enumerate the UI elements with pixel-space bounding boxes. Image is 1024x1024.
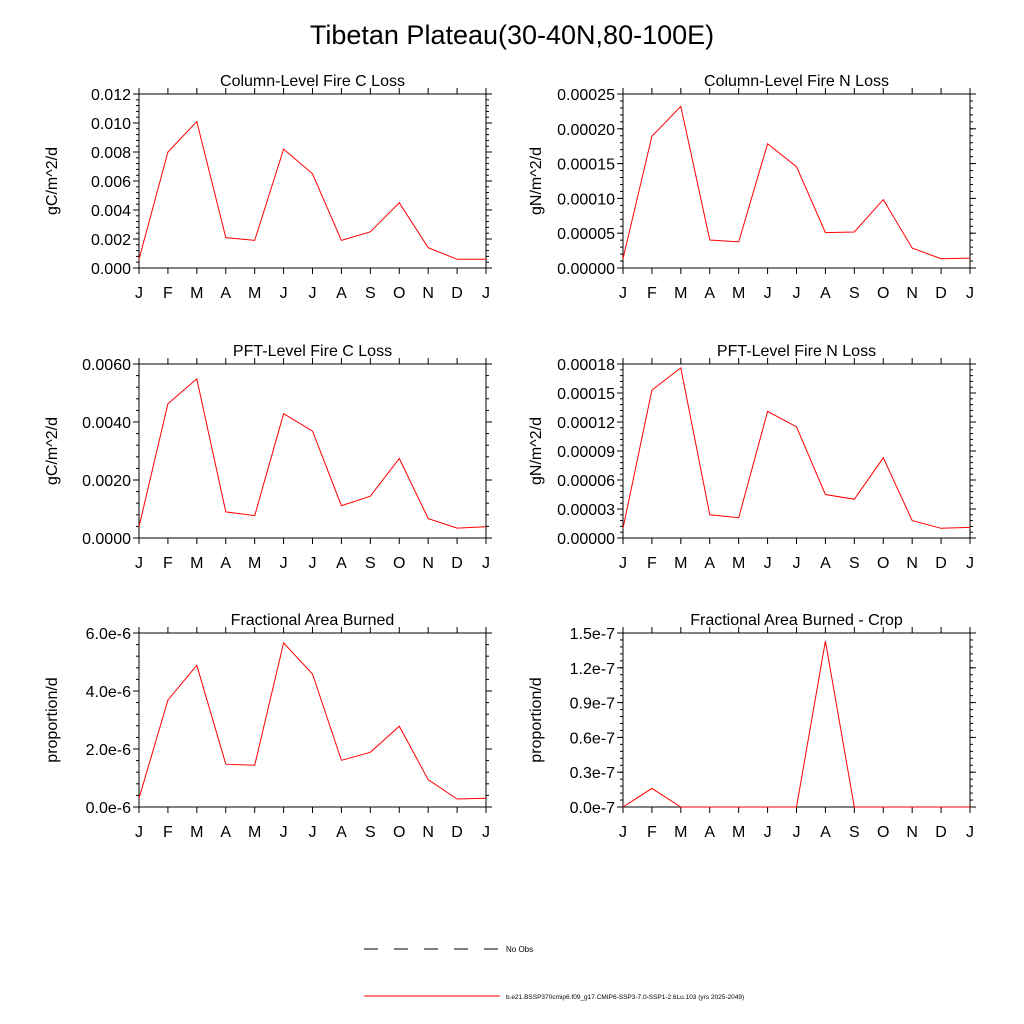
chart1-title: Column-Level Fire C Loss — [220, 73, 405, 90]
chart2-y-tick-label: 0.00020 — [557, 121, 615, 139]
chart1-y-tick-label: 0.008 — [90, 145, 131, 162]
chart6-x-tick-label: M — [674, 824, 688, 841]
chart1-x-tick-label: J — [279, 285, 288, 302]
chart5-x-tick-label: M — [190, 824, 204, 841]
chart3-series-line — [139, 379, 486, 528]
chart2-y-tick-label: 0.00010 — [557, 191, 615, 209]
chart1-x-tick-label: J — [308, 285, 317, 302]
chart1-x-tick-label: M — [248, 285, 262, 302]
chart1-y-tick-label: 0.010 — [90, 116, 131, 133]
chart5-x-tick-label: D — [451, 824, 463, 841]
chart3-x-tick-label: M — [248, 555, 262, 572]
chart1-y-axis-label: gC/m^2/d — [44, 147, 61, 215]
chart5-plot-frame — [139, 633, 486, 807]
chart1-plot-frame — [139, 94, 486, 268]
chart1-x-tick-label: F — [163, 285, 173, 302]
page-title: Tibetan Plateau(30-40N,80-100E) — [309, 20, 715, 50]
chart3-y-tick-label: 0.0020 — [82, 473, 131, 490]
chart2-x-tick-label: A — [704, 285, 716, 302]
chart6-x-tick-label: A — [704, 824, 716, 841]
chart2-x-tick-label: D — [935, 285, 947, 302]
chart6-x-tick-label: D — [935, 824, 947, 841]
chart1-x-tick-label: N — [422, 285, 434, 302]
chart2-x-tick-label: J — [619, 285, 627, 302]
chart6-y-tick-label: 0.3e-7 — [569, 765, 615, 783]
chart2-title: Column-Level Fire N Loss — [704, 73, 889, 90]
chart3-y-tick-label: 0.0000 — [82, 531, 131, 548]
chart1-x-tick-label: A — [220, 285, 232, 302]
chart5-y-tick-label: 0.0e-6 — [85, 800, 131, 817]
chart2-y-tick-label: 0.00005 — [557, 226, 615, 244]
chart3-x-tick-label: D — [451, 555, 463, 572]
chart5-x-tick-label: N — [422, 824, 434, 841]
chart3-x-tick-label: F — [163, 555, 173, 572]
chart5-y-tick-label: 4.0e-6 — [85, 684, 131, 701]
chart2-y-tick-label: 0.00015 — [557, 156, 615, 174]
chart6-x-tick-label: J — [619, 824, 627, 841]
chart2-x-tick-label: S — [848, 285, 860, 302]
chart4-x-tick-label: M — [674, 555, 688, 572]
chart4-x-tick-label: S — [848, 555, 860, 572]
chart1-series-line — [139, 122, 486, 260]
chart2-x-tick-label: A — [820, 285, 831, 302]
chart6-y-tick-label: 0.6e-7 — [569, 730, 615, 748]
chart4-plot-frame — [623, 364, 970, 538]
chart3-x-tick-label: S — [364, 555, 376, 572]
chart2-x-tick-label: O — [877, 285, 890, 302]
chart2-y-tick-label: 0.00025 — [557, 87, 615, 104]
chart4-y-tick-label: 0.00000 — [557, 531, 615, 548]
chart3-x-tick-label: J — [135, 555, 143, 572]
chart4-x-tick-label: A — [704, 555, 716, 572]
chart1-x-tick-label: J — [135, 285, 143, 302]
chart2-x-tick-label: N — [906, 285, 918, 302]
chart2-x-tick-label: F — [647, 285, 657, 302]
chart1-y-tick-label: 0.006 — [90, 174, 131, 191]
chart5-y-axis-label: proportion/d — [44, 677, 61, 763]
chart2-series-line — [623, 106, 970, 258]
chart3-x-tick-label: J — [482, 555, 490, 572]
chart3-x-tick-label: A — [336, 555, 347, 572]
chart5-x-tick-label: J — [308, 824, 317, 841]
chart2-x-tick-label: J — [792, 285, 801, 302]
chart5-x-tick-label: A — [220, 824, 232, 841]
chart2-x-tick-label: J — [763, 285, 772, 302]
chart3-y-tick-label: 0.0060 — [82, 357, 131, 374]
chart4-x-tick-label: D — [935, 555, 947, 572]
chart5-x-tick-label: O — [393, 824, 406, 841]
chart3-x-tick-label: A — [220, 555, 232, 572]
chart4-y-axis-label: gN/m^2/d — [528, 417, 545, 485]
chart2-y-tick-label: 0.00000 — [557, 261, 615, 278]
chart3-x-tick-label: M — [190, 555, 204, 572]
chart3-x-tick-label: O — [393, 555, 406, 572]
chart4-x-tick-label: N — [906, 555, 918, 572]
chart4-x-tick-label: J — [619, 555, 627, 572]
chart2-y-axis-label: gN/m^2/d — [528, 147, 545, 215]
chart6-x-tick-label: J — [966, 824, 974, 841]
chart6-plot-frame — [623, 633, 970, 807]
chart6-x-tick-label: O — [877, 824, 890, 841]
chart1-x-tick-label: D — [451, 285, 463, 302]
chart4-x-tick-label: F — [647, 555, 657, 572]
chart6-x-tick-label: M — [732, 824, 746, 841]
chart6-y-tick-label: 1.5e-7 — [569, 626, 615, 643]
chart5-series-line — [139, 643, 486, 799]
chart5-y-tick-label: 2.0e-6 — [85, 742, 131, 759]
chart5-x-tick-label: S — [364, 824, 376, 841]
chart6-title: Fractional Area Burned - Crop — [690, 612, 903, 629]
chart6-y-tick-label: 0.9e-7 — [569, 695, 615, 713]
chart4-x-tick-label: A — [820, 555, 831, 572]
chart6-x-tick-label: J — [763, 824, 772, 841]
chart6-y-axis-label: proportion/d — [528, 677, 545, 763]
chart6-x-tick-label: N — [906, 824, 918, 841]
legend-model-label: b.e21.BSSP370cmip6.f09_g17.CMIP6-SSP3-7.0-SSP1-2.6Lu.103 (yrs 2025-2049) — [506, 994, 745, 1001]
chart5-x-tick-label: M — [248, 824, 262, 841]
chart1-x-tick-label: O — [393, 285, 406, 302]
chart4-x-tick-label: J — [792, 555, 801, 572]
chart5-title: Fractional Area Burned — [230, 612, 395, 629]
chart2-plot-frame — [623, 94, 970, 268]
chart5-x-tick-label: F — [163, 824, 173, 841]
chart4-y-tick-label: 0.00009 — [557, 444, 615, 461]
chart6-y-tick-label: 1.2e-7 — [569, 660, 615, 678]
chart5-x-tick-label: A — [336, 824, 347, 841]
chart4-y-tick-label: 0.00006 — [557, 473, 615, 490]
chart1-x-tick-label: S — [364, 285, 376, 302]
chart3-x-tick-label: N — [422, 555, 434, 572]
chart2-x-tick-label: M — [732, 285, 746, 302]
chart6-series-line — [623, 641, 970, 807]
chart1-y-tick-label: 0.000 — [90, 261, 131, 278]
chart4-x-tick-label: J — [966, 555, 974, 572]
chart3-title: PFT-Level Fire C Loss — [232, 343, 393, 360]
chart4-y-tick-label: 0.00018 — [557, 357, 615, 374]
chart4-y-tick-label: 0.00003 — [557, 502, 615, 519]
chart5-x-tick-label: J — [279, 824, 288, 841]
chart4-x-tick-label: M — [732, 555, 746, 572]
chart3-y-tick-label: 0.0040 — [82, 415, 131, 432]
chart2-x-tick-label: J — [966, 285, 974, 302]
chart3-x-tick-label: J — [308, 555, 317, 572]
chart5-x-tick-label: J — [482, 824, 490, 841]
chart4-title: PFT-Level Fire N Loss — [716, 343, 877, 360]
chart1-x-tick-label: J — [482, 285, 490, 302]
chart6-x-tick-label: J — [792, 824, 801, 841]
chart4-x-tick-label: O — [877, 555, 890, 572]
chart6-x-tick-label: S — [848, 824, 860, 841]
chart3-plot-frame — [139, 364, 486, 538]
legend-obs-label: No Obs — [506, 945, 534, 954]
chart1-y-tick-label: 0.004 — [90, 203, 131, 220]
chart6-x-tick-label: A — [820, 824, 831, 841]
chart1-x-tick-label: M — [190, 285, 204, 302]
chart1-y-tick-label: 0.002 — [90, 232, 131, 249]
chart4-y-tick-label: 0.00012 — [557, 415, 615, 432]
chart6-y-tick-label: 0.0e-7 — [569, 800, 615, 817]
chart5-y-tick-label: 6.0e-6 — [85, 626, 131, 643]
chart3-y-axis-label: gC/m^2/d — [44, 417, 61, 485]
chart4-y-tick-label: 0.00015 — [557, 386, 615, 403]
chart4-x-tick-label: J — [763, 555, 772, 572]
chart1-x-tick-label: A — [336, 285, 347, 302]
chart5-x-tick-label: J — [135, 824, 143, 841]
chart3-x-tick-label: J — [279, 555, 288, 572]
chart2-x-tick-label: M — [674, 285, 688, 302]
chart1-y-tick-label: 0.012 — [90, 87, 131, 104]
chart4-series-line — [623, 368, 970, 528]
chart6-x-tick-label: F — [647, 824, 657, 841]
